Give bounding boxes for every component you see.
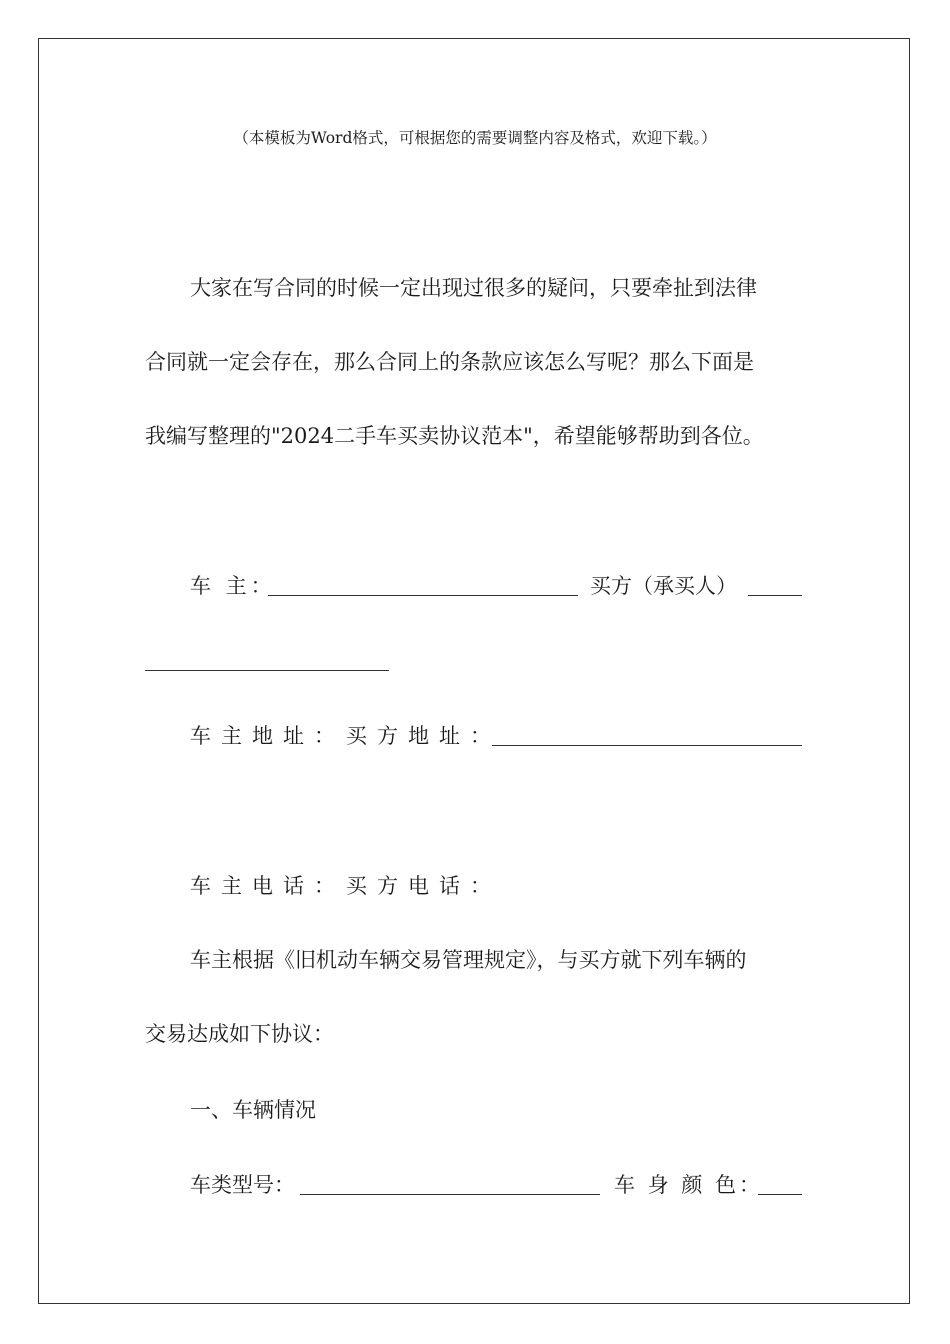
vehicle-model-label: 车类型号： [190,1173,295,1197]
intro-line-3: 我编写整理的"2024二手车买卖协议范本"，希望能够帮助到各位。 [145,424,764,448]
buyer-address-blank[interactable] [492,725,802,746]
agreement-line-2: 交易达成如下协议： [145,1022,334,1046]
intro-line-2: 合同就一定会存在，那么合同上的条款应该怎么写呢？那么下面是 [145,350,754,374]
intro-line-1: 大家在写合同的时候一定出现过很多的疑问，只要牵扯到法律 [190,276,757,300]
vehicle-color-blank[interactable] [758,1174,802,1195]
vehicle-model-blank[interactable] [300,1174,600,1195]
buyer-address-label: 买方地址： [346,724,501,748]
buyer-blank-b[interactable] [145,650,389,671]
template-note: （本模板为Word格式，可根据您的需要调整内容及格式，欢迎下载。） [233,129,717,147]
page-border [38,38,910,1304]
section-1-title: 一、车辆情况 [190,1098,316,1122]
owner-row [190,572,276,600]
owner-address-label: 车主地址： [190,724,345,748]
buyer-phone-label: 买方电话： [346,874,501,898]
owner-phone-label: 车主电话： [190,874,345,898]
buyer-label: 买方（承买人） [590,574,737,598]
agreement-line-1: 车主根据《旧机动车辆交易管理规定》，与买方就下列车辆的 [190,948,747,972]
owner-label: 车 主： [190,574,276,598]
vehicle-color-label: 车 身 颜 色： [614,1173,764,1197]
buyer-blank-a[interactable] [748,575,802,596]
owner-blank[interactable] [268,575,578,596]
